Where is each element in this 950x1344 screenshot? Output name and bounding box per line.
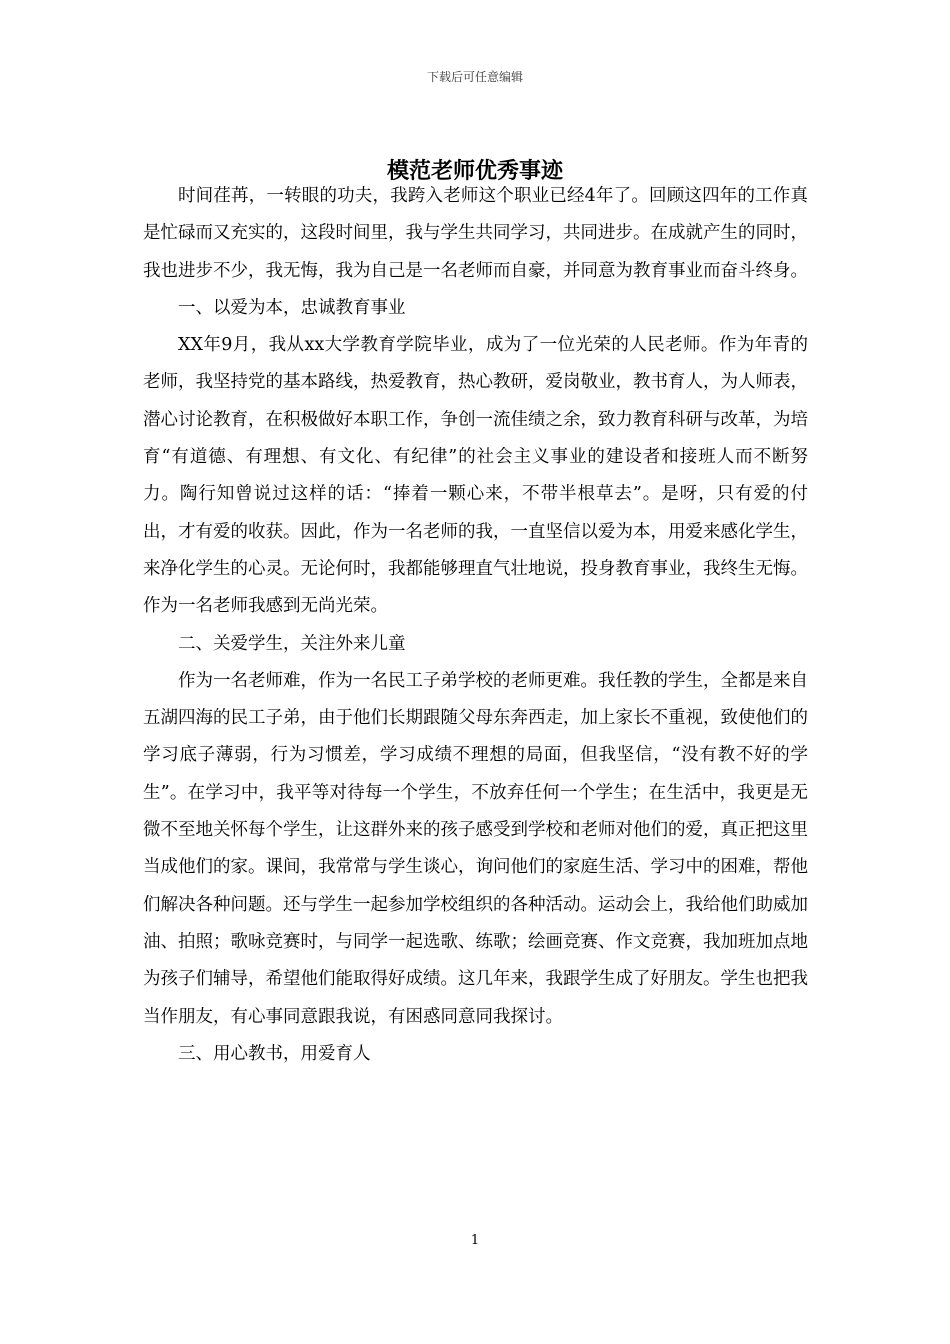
paragraph-section-2: 作为一名老师难，作为一名民工子弟学校的老师更难。我任教的学生，全都是来自五湖四海的民工子弟，由于他们长期跟随父母东奔西走，加上家长不重视，致使他们的学习底子薄弱，行为习惯差，学习成绩不理想的局面，但我坚信，“没有教不好的学生”。在学习中，我平等对待每一个学生，不放弃任何一个学生；在生活中，我更是无微不至地关怀每个学生，让这群外来的孩子感受到学校和老师对他们的爱，真正把这里当成他们的家。课间，我常常与学生谈心，询问他们的家庭生活、学习中的困难，帮他们解决各种问题。还与学生一起参加学校组织的各种活动。运动会上，我给他们助威加油、拍照；歌咏竞赛时，与同学一起选歌、练歌；绘画竞赛、作文竞赛，我加班加点地为孩子们辅导，希望他们能取得好成绩。这几年来，我跟学生成了好朋友。学生也把我当作朋友，有心事同意跟我说，有困惑同意同我探讨。 <box>143 670 808 1027</box>
paragraph-intro: 时间荏苒，一转眼的功夫，我跨入老师这个职业已经4年了。回顾这四年的工作真是忙碌而又充实的，这段时间里，我与学生共同学习，共同进步。在成就产生的同时，我也进步不少，我无悔，我为自己是一名老师而自豪，并同意为教育事业而奋斗终身。 <box>143 186 808 281</box>
section-heading-2: 二、关爱学生，关注外来儿童 <box>178 633 406 654</box>
section-heading-3: 三、用心教书，用爱育人 <box>178 1043 371 1064</box>
page-header: 下载后可任意编辑 <box>426 70 523 84</box>
paragraph-section-1: XX年9月，我从xx大学教育学院毕业，成为了一位光荣的人民老师。作为年青的老师，我坚持党的基本路线，热爱教育，热心教研，爱岗敬业，教书育人，为人师表，潜心讨论教育，在积极做好本职工作，争创一流佳绩之余，致力教育科研与改革，为培育“有道德、有理想、有文化、有纪律”的社会主义事业的建设者和接班人而不断努力。陶行知曾说过这样的话：“捧着一颗心来，不带半根草去”。是呀，只有爱的付出，才有爱的收获。因此，作为一名老师的我，一直坚信以爱为本，用爱来感化学生，来净化学生的心灵。无论何时，我都能够理直气壮地说，投身教育事业，我终生无悔。作为一名老师我感到无尚光荣。 <box>143 335 808 617</box>
document-body <box>143 178 808 1073</box>
page-number: 1 <box>470 1233 480 1248</box>
section-heading-1: 一、以爱为本，忠诚教育事业 <box>178 297 406 318</box>
document-title: 模范老师优秀事迹 <box>386 159 563 184</box>
